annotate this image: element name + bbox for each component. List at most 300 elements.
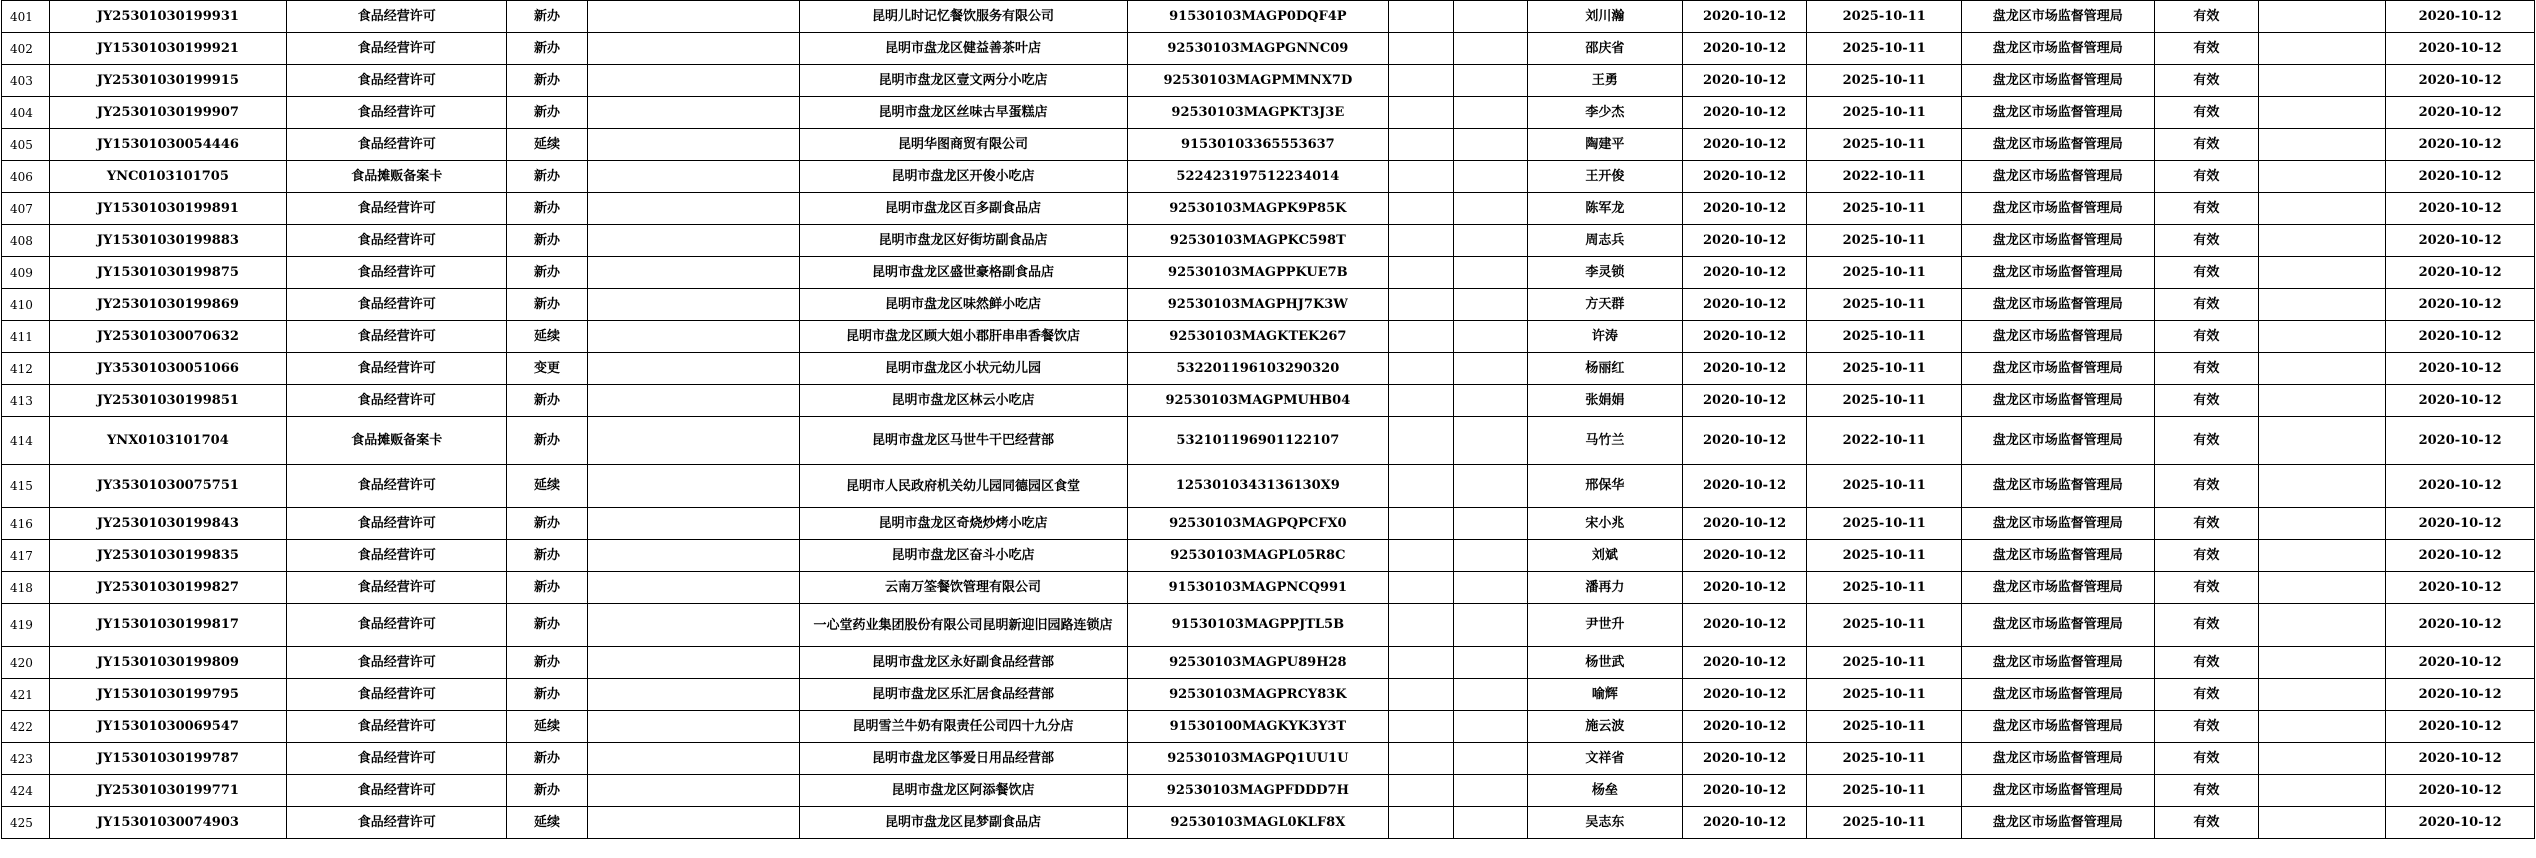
expire-date-cell: 2025-10-11 <box>1807 97 1962 129</box>
empty-cell <box>1389 572 1454 604</box>
status-cell: 有效 <box>2154 161 2259 193</box>
empty-cell <box>587 711 799 743</box>
license-id-cell: JY25301030199835 <box>49 540 287 572</box>
credit-code-cell: 91530103365553637 <box>1127 129 1389 161</box>
status-cell: 有效 <box>2154 97 2259 129</box>
authority-cell: 盘龙区市场监督管理局 <box>1961 1 2154 33</box>
authority-cell: 盘龙区市场监督管理局 <box>1961 129 2154 161</box>
license-type-cell: 食品经营许可 <box>287 321 507 353</box>
action-cell: 新办 <box>507 193 588 225</box>
empty-cell <box>1389 353 1454 385</box>
entity-name-cell: 昆明市盘龙区奋斗小吃店 <box>799 540 1127 572</box>
empty-cell <box>1454 775 1528 807</box>
entity-name-cell: 昆明市盘龙区永好副食品经营部 <box>799 647 1127 679</box>
license-id-cell: JY15301030054446 <box>49 129 287 161</box>
authority-cell: 盘龙区市场监督管理局 <box>1961 65 2154 97</box>
date-cell: 2020-10-12 <box>2386 353 2535 385</box>
empty-cell <box>2259 65 2386 97</box>
empty-cell <box>1454 807 1528 839</box>
license-id-cell: JY25301030199869 <box>49 289 287 321</box>
empty-cell <box>1389 711 1454 743</box>
license-type-cell: 食品经营许可 <box>287 257 507 289</box>
empty-cell <box>587 807 799 839</box>
issue-date-cell: 2020-10-12 <box>1682 711 1807 743</box>
row-number-cell: 405 <box>2 129 50 161</box>
empty-cell <box>2259 775 2386 807</box>
license-type-cell: 食品经营许可 <box>287 711 507 743</box>
person-cell: 文祥省 <box>1528 743 1683 775</box>
empty-cell <box>2259 711 2386 743</box>
credit-code-cell: 12530103431361​30X9 <box>1127 465 1389 508</box>
expire-date-cell: 2025-10-11 <box>1807 465 1962 508</box>
person-cell: 方天群 <box>1528 289 1683 321</box>
person-cell: 邢保华 <box>1528 465 1683 508</box>
issue-date-cell: 2020-10-12 <box>1682 604 1807 647</box>
action-cell: 延续 <box>507 711 588 743</box>
license-id-cell: YNX0103101704 <box>49 417 287 465</box>
entity-name-cell: 昆明市盘龙区味然鲜小吃店 <box>799 289 1127 321</box>
table-row <box>2 679 2535 711</box>
empty-cell <box>587 679 799 711</box>
date-cell: 2020-10-12 <box>2386 321 2535 353</box>
date-cell: 2020-10-12 <box>2386 289 2535 321</box>
action-cell: 新办 <box>507 647 588 679</box>
empty-cell <box>1454 97 1528 129</box>
empty-cell <box>2259 97 2386 129</box>
table-row <box>2 193 2535 225</box>
license-id-cell: JY15301030199795 <box>49 679 287 711</box>
empty-cell <box>587 353 799 385</box>
status-cell: 有效 <box>2154 775 2259 807</box>
authority-cell: 盘龙区市场监督管理局 <box>1961 604 2154 647</box>
status-cell: 有效 <box>2154 417 2259 465</box>
empty-cell <box>587 385 799 417</box>
issue-date-cell: 2020-10-12 <box>1682 257 1807 289</box>
entity-name-cell: 昆明市盘龙区筝爱日用品经营部 <box>799 743 1127 775</box>
empty-cell <box>2259 321 2386 353</box>
date-cell: 2020-10-12 <box>2386 385 2535 417</box>
date-cell: 2020-10-12 <box>2386 775 2535 807</box>
empty-cell <box>2259 385 2386 417</box>
license-type-cell: 食品经营许可 <box>287 385 507 417</box>
license-id-cell: JY25301030199851 <box>49 385 287 417</box>
issue-date-cell: 2020-10-12 <box>1682 572 1807 604</box>
authority-cell: 盘龙区市场监督管理局 <box>1961 97 2154 129</box>
license-id-cell: JY25301030070632 <box>49 321 287 353</box>
table-row <box>2 647 2535 679</box>
empty-cell <box>1389 807 1454 839</box>
expire-date-cell: 2025-10-11 <box>1807 572 1962 604</box>
empty-cell <box>587 604 799 647</box>
empty-cell <box>587 257 799 289</box>
expire-date-cell: 2025-10-11 <box>1807 33 1962 65</box>
empty-cell <box>587 417 799 465</box>
empty-cell <box>2259 353 2386 385</box>
empty-cell <box>1454 129 1528 161</box>
person-cell: 吴志东 <box>1528 807 1683 839</box>
table-row <box>2 604 2535 647</box>
table-row <box>2 321 2535 353</box>
row-number-cell: 413 <box>2 385 50 417</box>
date-cell: 2020-10-12 <box>2386 647 2535 679</box>
empty-cell <box>2259 289 2386 321</box>
status-cell: 有效 <box>2154 385 2259 417</box>
expire-date-cell: 2022-10-11 <box>1807 417 1962 465</box>
action-cell: 新办 <box>507 289 588 321</box>
empty-cell <box>1454 321 1528 353</box>
row-number-cell: 409 <box>2 257 50 289</box>
license-type-cell: 食品经营许可 <box>287 129 507 161</box>
person-cell: 施云波 <box>1528 711 1683 743</box>
authority-cell: 盘龙区市场监督管理局 <box>1961 540 2154 572</box>
date-cell: 2020-10-12 <box>2386 33 2535 65</box>
empty-cell <box>2259 604 2386 647</box>
issue-date-cell: 2020-10-12 <box>1682 33 1807 65</box>
authority-cell: 盘龙区市场监督管理局 <box>1961 647 2154 679</box>
issue-date-cell: 2020-10-12 <box>1682 65 1807 97</box>
issue-date-cell: 2020-10-12 <box>1682 161 1807 193</box>
empty-cell <box>587 1 799 33</box>
authority-cell: 盘龙区市场监督管理局 <box>1961 807 2154 839</box>
row-number-cell: 401 <box>2 1 50 33</box>
issue-date-cell: 2020-10-12 <box>1682 193 1807 225</box>
empty-cell <box>1454 289 1528 321</box>
empty-cell <box>2259 33 2386 65</box>
expire-date-cell: 2025-10-11 <box>1807 647 1962 679</box>
credit-code-cell: 532101196901122107 <box>1127 417 1389 465</box>
person-cell: 许涛 <box>1528 321 1683 353</box>
status-cell: 有效 <box>2154 572 2259 604</box>
action-cell: 新办 <box>507 572 588 604</box>
entity-name-cell: 昆明市盘龙区壹文两分小吃店 <box>799 65 1127 97</box>
empty-cell <box>587 129 799 161</box>
status-cell: 有效 <box>2154 711 2259 743</box>
empty-cell <box>587 743 799 775</box>
credit-code-cell: 92530103MAGPK9P85K <box>1127 193 1389 225</box>
authority-cell: 盘龙区市场监督管理局 <box>1961 775 2154 807</box>
status-cell: 有效 <box>2154 65 2259 97</box>
empty-cell <box>1454 679 1528 711</box>
empty-cell <box>587 97 799 129</box>
credit-code-cell: 92530103MAGKTEK267 <box>1127 321 1389 353</box>
empty-cell <box>587 775 799 807</box>
expire-date-cell: 2025-10-11 <box>1807 289 1962 321</box>
license-type-cell: 食品经营许可 <box>287 540 507 572</box>
date-cell: 2020-10-12 <box>2386 225 2535 257</box>
person-cell: 杨垒 <box>1528 775 1683 807</box>
person-cell: 杨丽红 <box>1528 353 1683 385</box>
empty-cell <box>2259 743 2386 775</box>
empty-cell <box>1454 417 1528 465</box>
empty-cell <box>1454 65 1528 97</box>
issue-date-cell: 2020-10-12 <box>1682 321 1807 353</box>
entity-name-cell: 昆明市盘龙区开俊小吃店 <box>799 161 1127 193</box>
table-row <box>2 33 2535 65</box>
action-cell: 新办 <box>507 385 588 417</box>
expire-date-cell: 2025-10-11 <box>1807 743 1962 775</box>
empty-cell <box>1454 711 1528 743</box>
license-type-cell: 食品经营许可 <box>287 604 507 647</box>
action-cell: 新办 <box>507 257 588 289</box>
date-cell: 2020-10-12 <box>2386 1 2535 33</box>
empty-cell <box>2259 647 2386 679</box>
date-cell: 2020-10-12 <box>2386 711 2535 743</box>
credit-code-cell: 92530103MAGPMMNX7D <box>1127 65 1389 97</box>
expire-date-cell: 2025-10-11 <box>1807 321 1962 353</box>
expire-date-cell: 2025-10-11 <box>1807 65 1962 97</box>
entity-name-cell: 昆明儿时记忆餐饮服务有限公司 <box>799 1 1127 33</box>
action-cell: 新办 <box>507 97 588 129</box>
expire-date-cell: 2025-10-11 <box>1807 225 1962 257</box>
issue-date-cell: 2020-10-12 <box>1682 647 1807 679</box>
license-id-cell: JY15301030199875 <box>49 257 287 289</box>
person-cell: 陶建平 <box>1528 129 1683 161</box>
person-cell: 陈军龙 <box>1528 193 1683 225</box>
table-row <box>2 289 2535 321</box>
expire-date-cell: 2025-10-11 <box>1807 807 1962 839</box>
entity-name-cell: 昆明市盘龙区顾大姐小郡肝串串香餐饮店 <box>799 321 1127 353</box>
row-number-cell: 422 <box>2 711 50 743</box>
date-cell: 2020-10-12 <box>2386 679 2535 711</box>
action-cell: 新办 <box>507 540 588 572</box>
license-id-cell: JY15301030199921 <box>49 33 287 65</box>
status-cell: 有效 <box>2154 257 2259 289</box>
empty-cell <box>587 289 799 321</box>
credit-code-cell: 532201196103290320 <box>1127 353 1389 385</box>
row-number-cell: 407 <box>2 193 50 225</box>
authority-cell: 盘龙区市场监督管理局 <box>1961 572 2154 604</box>
license-type-cell: 食品经营许可 <box>287 679 507 711</box>
table-row <box>2 65 2535 97</box>
entity-name-cell: 昆明市盘龙区健益善茶叶店 <box>799 33 1127 65</box>
entity-name-cell: 昆明市盘龙区林云小吃店 <box>799 385 1127 417</box>
credit-code-cell: 522423197512234014 <box>1127 161 1389 193</box>
empty-cell <box>1389 225 1454 257</box>
empty-cell <box>587 161 799 193</box>
person-cell: 尹世升 <box>1528 604 1683 647</box>
expire-date-cell: 2025-10-11 <box>1807 385 1962 417</box>
license-type-cell: 食品经营许可 <box>287 65 507 97</box>
action-cell: 新办 <box>507 417 588 465</box>
empty-cell <box>1389 193 1454 225</box>
expire-date-cell: 2025-10-11 <box>1807 604 1962 647</box>
action-cell: 新办 <box>507 743 588 775</box>
license-id-cell: JY25301030199907 <box>49 97 287 129</box>
action-cell: 新办 <box>507 508 588 540</box>
credit-code-cell: 92530103MAGPU89H28 <box>1127 647 1389 679</box>
date-cell: 2020-10-12 <box>2386 417 2535 465</box>
entity-name-cell: 昆明市盘龙区好街坊副食品店 <box>799 225 1127 257</box>
action-cell: 新办 <box>507 775 588 807</box>
action-cell: 延续 <box>507 807 588 839</box>
expire-date-cell: 2025-10-11 <box>1807 353 1962 385</box>
empty-cell <box>1389 321 1454 353</box>
license-id-cell: JY15301030199883 <box>49 225 287 257</box>
status-cell: 有效 <box>2154 1 2259 33</box>
license-id-cell: JY25301030199827 <box>49 572 287 604</box>
license-type-cell: 食品经营许可 <box>287 572 507 604</box>
date-cell: 2020-10-12 <box>2386 129 2535 161</box>
person-cell: 邵庆省 <box>1528 33 1683 65</box>
empty-cell <box>1389 775 1454 807</box>
authority-cell: 盘龙区市场监督管理局 <box>1961 385 2154 417</box>
date-cell: 2020-10-12 <box>2386 65 2535 97</box>
authority-cell: 盘龙区市场监督管理局 <box>1961 161 2154 193</box>
person-cell: 宋小兆 <box>1528 508 1683 540</box>
license-id-cell: JY15301030199891 <box>49 193 287 225</box>
entity-name-cell: 昆明市盘龙区百多副食品店 <box>799 193 1127 225</box>
license-id-cell: JY15301030199809 <box>49 647 287 679</box>
person-cell: 王勇 <box>1528 65 1683 97</box>
empty-cell <box>1454 604 1528 647</box>
status-cell: 有效 <box>2154 289 2259 321</box>
credit-code-cell: 92530103MAGPKT3J3E <box>1127 97 1389 129</box>
entity-name-cell: 昆明雪兰牛奶有限责任公司四十九分店 <box>799 711 1127 743</box>
table-row <box>2 711 2535 743</box>
date-cell: 2020-10-12 <box>2386 807 2535 839</box>
empty-cell <box>2259 508 2386 540</box>
empty-cell <box>587 33 799 65</box>
issue-date-cell: 2020-10-12 <box>1682 540 1807 572</box>
entity-name-cell: 昆明市盘龙区乐汇居食品经营部 <box>799 679 1127 711</box>
status-cell: 有效 <box>2154 679 2259 711</box>
issue-date-cell: 2020-10-12 <box>1682 679 1807 711</box>
action-cell: 新办 <box>507 65 588 97</box>
credit-code-cell: 92530103MAGPRCY83K <box>1127 679 1389 711</box>
empty-cell <box>587 65 799 97</box>
row-number-cell: 418 <box>2 572 50 604</box>
empty-cell <box>1389 417 1454 465</box>
empty-cell <box>1389 161 1454 193</box>
authority-cell: 盘龙区市场监督管理局 <box>1961 289 2154 321</box>
person-cell: 李少杰 <box>1528 97 1683 129</box>
person-cell: 李灵锁 <box>1528 257 1683 289</box>
empty-cell <box>587 225 799 257</box>
empty-cell <box>1389 540 1454 572</box>
empty-cell <box>587 572 799 604</box>
row-number-cell: 417 <box>2 540 50 572</box>
issue-date-cell: 2020-10-12 <box>1682 417 1807 465</box>
person-cell: 张娟娟 <box>1528 385 1683 417</box>
action-cell: 新办 <box>507 679 588 711</box>
authority-cell: 盘龙区市场监督管理局 <box>1961 225 2154 257</box>
person-cell: 刘斌 <box>1528 540 1683 572</box>
credit-code-cell: 92530103MAGPPKUE7B <box>1127 257 1389 289</box>
license-id-cell: JY25301030199771 <box>49 775 287 807</box>
license-id-cell: JY35301030051066 <box>49 353 287 385</box>
table-row <box>2 508 2535 540</box>
expire-date-cell: 2025-10-11 <box>1807 257 1962 289</box>
status-cell: 有效 <box>2154 508 2259 540</box>
table-row <box>2 807 2535 839</box>
issue-date-cell: 2020-10-12 <box>1682 97 1807 129</box>
action-cell: 变更 <box>507 353 588 385</box>
date-cell: 2020-10-12 <box>2386 540 2535 572</box>
credit-code-cell: 92530103MAGPL05R8C <box>1127 540 1389 572</box>
empty-cell <box>1454 1 1528 33</box>
empty-cell <box>587 193 799 225</box>
empty-cell <box>1454 353 1528 385</box>
issue-date-cell: 2020-10-12 <box>1682 775 1807 807</box>
license-type-cell: 食品摊贩备案卡 <box>287 417 507 465</box>
license-type-cell: 食品经营许可 <box>287 353 507 385</box>
empty-cell <box>587 540 799 572</box>
empty-cell <box>2259 679 2386 711</box>
table-row <box>2 465 2535 508</box>
row-number-cell: 414 <box>2 417 50 465</box>
empty-cell <box>1454 193 1528 225</box>
expire-date-cell: 2025-10-11 <box>1807 679 1962 711</box>
credit-code-cell: 91530103MAGPNCQ991 <box>1127 572 1389 604</box>
expire-date-cell: 2025-10-11 <box>1807 540 1962 572</box>
license-id-cell: YNC0103101705 <box>49 161 287 193</box>
empty-cell <box>1454 465 1528 508</box>
status-cell: 有效 <box>2154 225 2259 257</box>
license-type-cell: 食品经营许可 <box>287 193 507 225</box>
action-cell: 新办 <box>507 1 588 33</box>
issue-date-cell: 2020-10-12 <box>1682 508 1807 540</box>
expire-date-cell: 2025-10-11 <box>1807 775 1962 807</box>
empty-cell <box>587 465 799 508</box>
table-row <box>2 743 2535 775</box>
issue-date-cell: 2020-10-12 <box>1682 289 1807 321</box>
empty-cell <box>1389 65 1454 97</box>
row-number-cell: 406 <box>2 161 50 193</box>
entity-name-cell: 昆明市盘龙区丝味古早蛋糕店 <box>799 97 1127 129</box>
table-row <box>2 572 2535 604</box>
issue-date-cell: 2020-10-12 <box>1682 225 1807 257</box>
row-number-cell: 425 <box>2 807 50 839</box>
row-number-cell: 419 <box>2 604 50 647</box>
license-type-cell: 食品经营许可 <box>287 465 507 508</box>
license-type-cell: 食品经营许可 <box>287 1 507 33</box>
license-id-cell: JY15301030069547 <box>49 711 287 743</box>
empty-cell <box>1389 743 1454 775</box>
empty-cell <box>1454 743 1528 775</box>
status-cell: 有效 <box>2154 465 2259 508</box>
empty-cell <box>1389 465 1454 508</box>
entity-name-cell: 昆明市盘龙区奇烧炒烤小吃店 <box>799 508 1127 540</box>
empty-cell <box>2259 465 2386 508</box>
status-cell: 有效 <box>2154 807 2259 839</box>
license-id-cell: JY15301030199787 <box>49 743 287 775</box>
person-cell: 潘再力 <box>1528 572 1683 604</box>
date-cell: 2020-10-12 <box>2386 604 2535 647</box>
credit-code-cell: 92530103MAGPQPCFX0 <box>1127 508 1389 540</box>
issue-date-cell: 2020-10-12 <box>1682 129 1807 161</box>
authority-cell: 盘龙区市场监督管理局 <box>1961 679 2154 711</box>
expire-date-cell: 2025-10-11 <box>1807 508 1962 540</box>
empty-cell <box>1389 385 1454 417</box>
table-row <box>2 129 2535 161</box>
empty-cell <box>2259 161 2386 193</box>
credit-code-cell: 91530103MAGP0DQF4P <box>1127 1 1389 33</box>
expire-date-cell: 2025-10-11 <box>1807 129 1962 161</box>
person-cell: 杨世武 <box>1528 647 1683 679</box>
expire-date-cell: 2025-10-11 <box>1807 193 1962 225</box>
table-row <box>2 161 2535 193</box>
expire-date-cell: 2025-10-11 <box>1807 1 1962 33</box>
credit-code-cell: 92530103MAGPQ1UU1U <box>1127 743 1389 775</box>
row-number-cell: 403 <box>2 65 50 97</box>
date-cell: 2020-10-12 <box>2386 572 2535 604</box>
status-cell: 有效 <box>2154 129 2259 161</box>
person-cell: 马竹兰 <box>1528 417 1683 465</box>
table-row <box>2 97 2535 129</box>
person-cell: 王开俊 <box>1528 161 1683 193</box>
row-number-cell: 408 <box>2 225 50 257</box>
empty-cell <box>1454 647 1528 679</box>
